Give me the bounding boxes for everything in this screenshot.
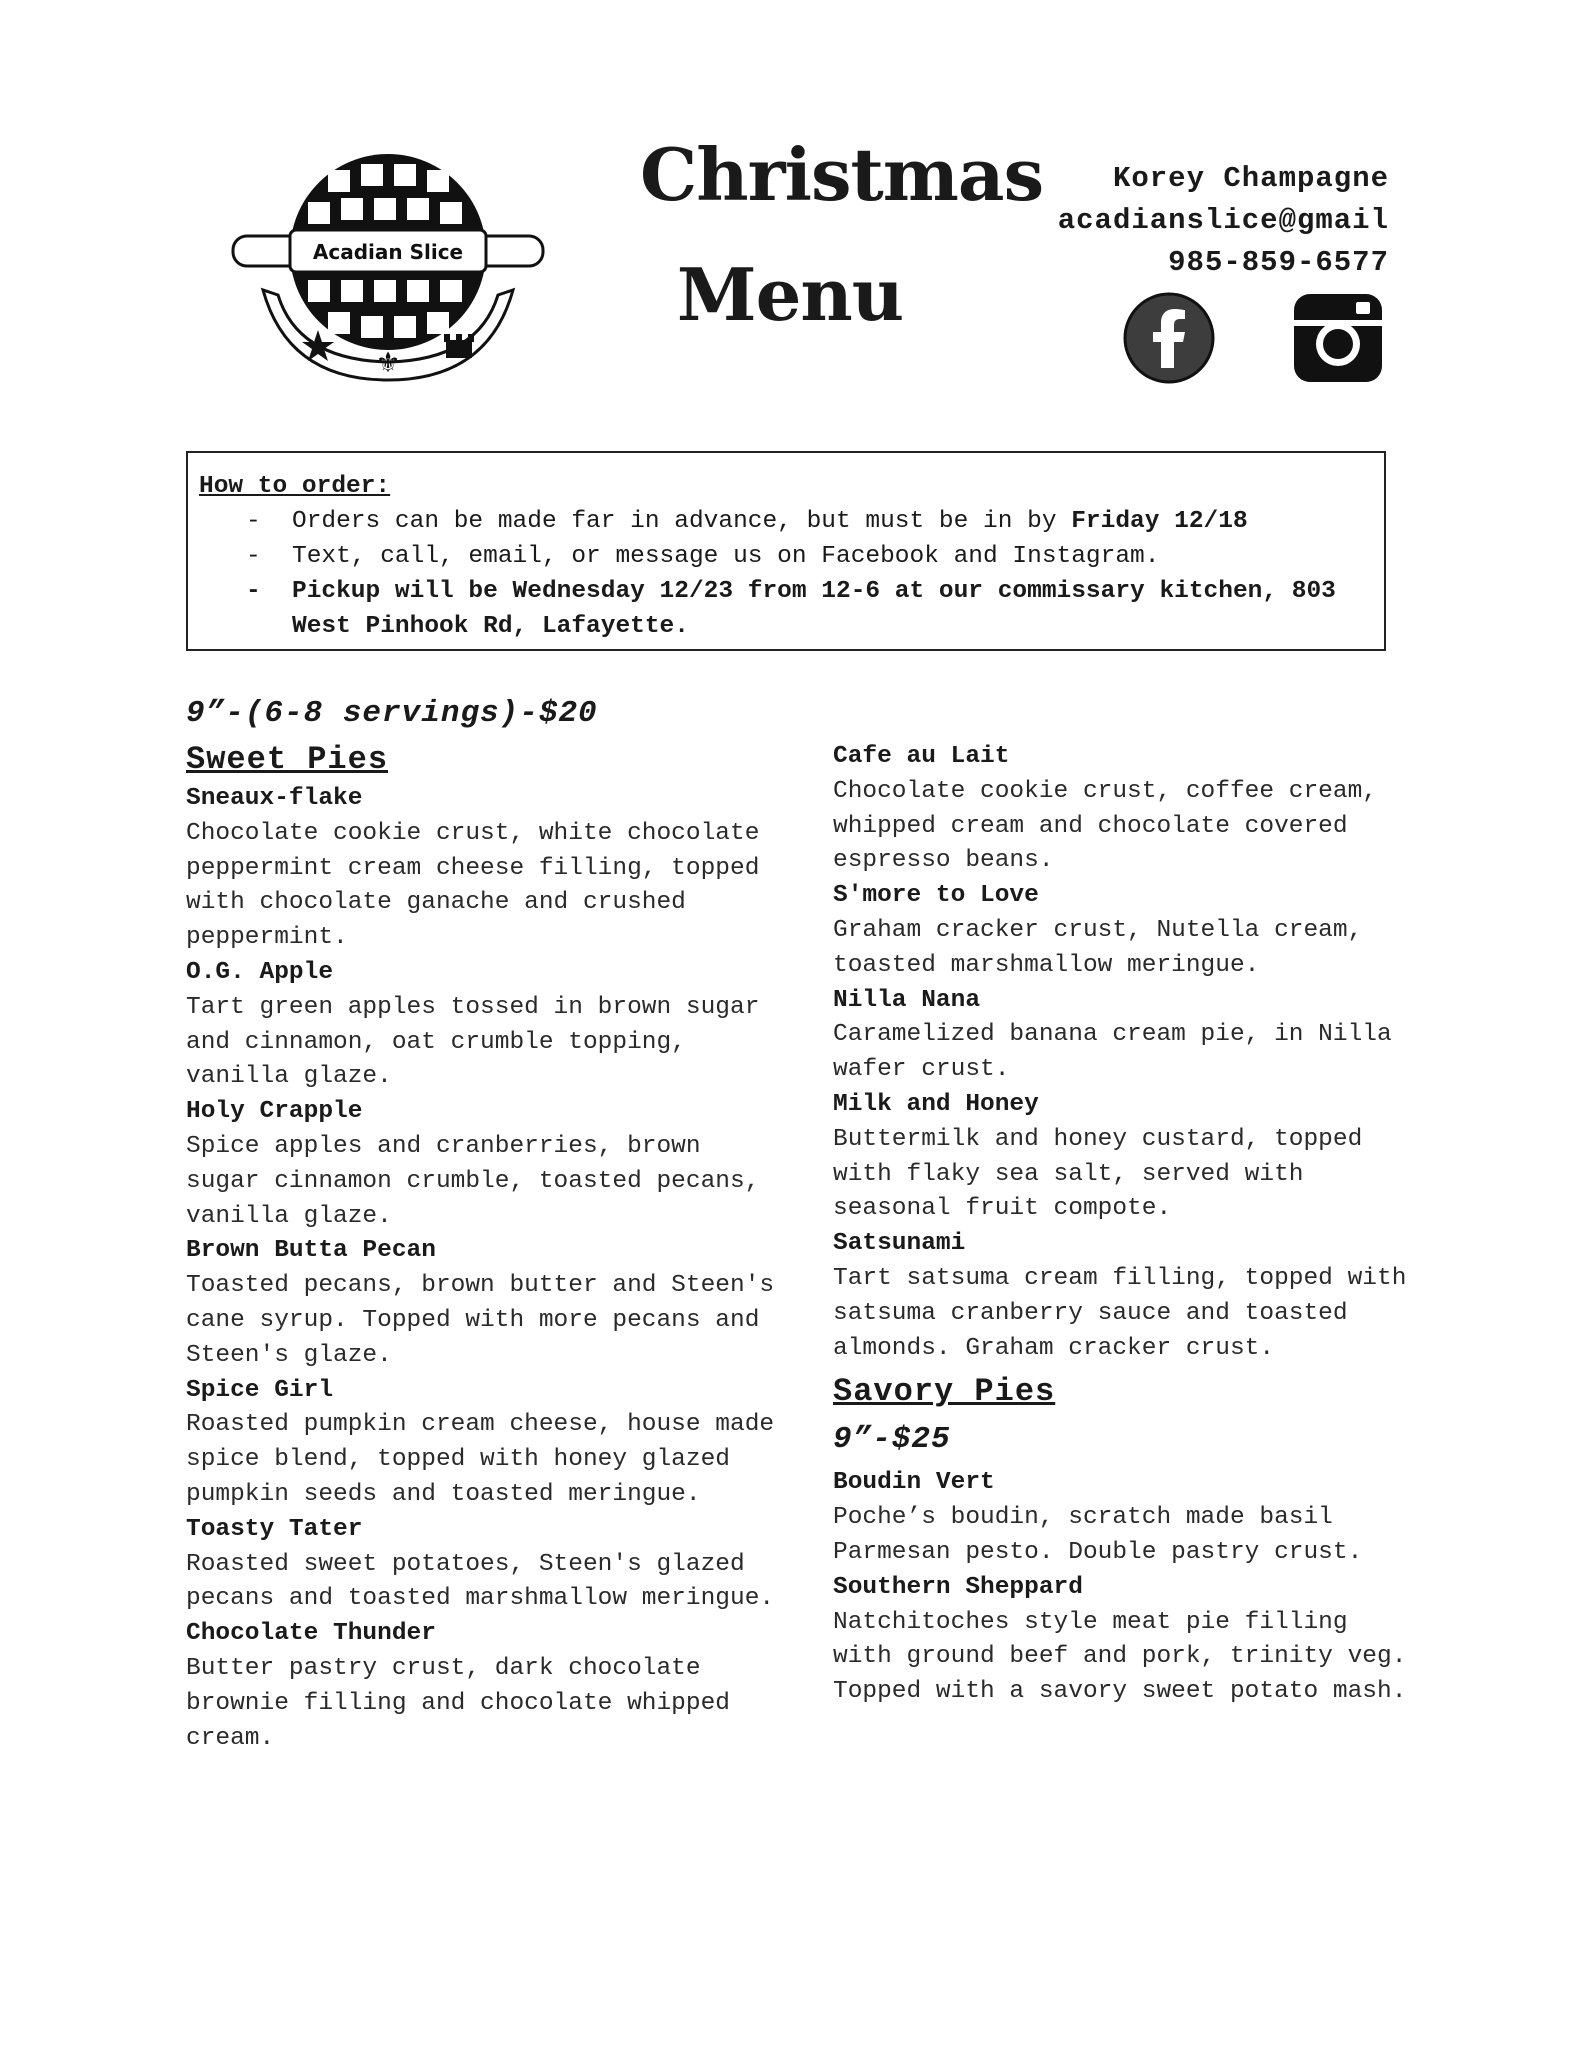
savory-size-price: 9”-$25 — [833, 1422, 951, 1458]
item-name: Boudin Vert — [833, 1469, 995, 1497]
menu-item — [186, 1095, 786, 1234]
item-name: Brown Butta Pecan — [186, 1237, 436, 1265]
sweet-size-price: 9”-(6-8 servings)-$20 — [186, 696, 598, 731]
order-instruction-pickup: - Pickup will be Wednesday 12/23 from 12-6 at our commissary kitchen, 803 West Pinhook Rd, Lafayette. — [199, 574, 1384, 644]
item-name: Cafe au Lait — [833, 743, 1010, 770]
order-instruction-deadline: - Orders can be made far in advance, but must be in by Friday 12/18 — [199, 504, 1384, 539]
castle-icon — [444, 334, 474, 358]
fleur-de-lis-icon: ⚜ — [375, 346, 401, 379]
order-instructions — [199, 504, 1384, 644]
menu-item — [186, 1234, 786, 1373]
menu-item — [833, 1088, 1413, 1227]
item-description: Caramelized banana cream pie, in Nilla wafer crust. — [833, 1021, 1392, 1084]
menu-item — [833, 740, 1413, 879]
item-description: Poche’s boudin, scratch made basil Parmesan pesto. Double pastry crust. — [833, 1504, 1363, 1566]
menu-item — [833, 1466, 1413, 1570]
menu-item — [186, 1374, 786, 1513]
item-description: Roasted sweet potatoes, Steen's glazed pecans and toasted marshmallow meringue. — [186, 1550, 775, 1613]
menu-item — [186, 956, 786, 1095]
contact-name: Korey Champagne — [1112, 162, 1389, 195]
item-description: Graham cracker crust, Nutella cream, toasted marshmallow meringue. — [833, 916, 1363, 979]
menu-title — [640, 115, 1044, 355]
item-name: Toasty Tater — [186, 1515, 363, 1543]
item-name: S'more to Love — [833, 882, 1039, 910]
item-name: Spice Girl — [186, 1376, 334, 1404]
menu-item — [186, 1617, 786, 1756]
item-name: Nilla Nana — [833, 986, 981, 1014]
item-description: Chocolate cookie crust, coffee cream, whipped cream and chocolate covered espresso beans. — [833, 777, 1377, 875]
item-name: Holy Crapple — [186, 1098, 363, 1126]
item-description: Spice apples and cranberries, brown sugar cinnamon crumble, toasted pecans, vanilla glaze. — [186, 1132, 760, 1230]
item-name: O.G. Apple — [186, 958, 334, 986]
contact-block — [1058, 158, 1389, 284]
acadian-slice-logo — [228, 140, 548, 390]
title-line-menu: Menu — [676, 252, 904, 337]
instagram-icon[interactable] — [1290, 290, 1386, 386]
facebook-icon[interactable] — [1121, 290, 1217, 386]
order-heading: How to order: — [199, 473, 391, 500]
title-line-christmas: Christmas — [640, 132, 1044, 217]
menu-item — [833, 984, 1413, 1088]
logo-text: Acadian Slice — [312, 240, 464, 264]
item-description: Chocolate cookie crust, white chocolate peppermint cream cheese filling, topped with chocolate ganache and crushed peppermint. — [186, 819, 760, 952]
menu-right-column — [833, 740, 1413, 1710]
menu-left-column — [186, 694, 786, 1756]
contact-phone: 985-859-6577 — [1168, 246, 1389, 279]
item-name: Southern Sheppard — [833, 1573, 1083, 1601]
item-name: Chocolate Thunder — [186, 1620, 436, 1648]
item-description: Tart satsuma cream filling, topped with satsuma cranberry sauce and toasted almonds. Graham cracker crust. — [833, 1264, 1407, 1362]
menu-item — [833, 879, 1413, 983]
how-to-order-box — [186, 451, 1386, 651]
order-instruction-contact: - Text, call, email, or message us on Facebook and Instagram. — [199, 539, 1384, 574]
menu-item — [833, 1227, 1413, 1366]
item-description: Toasted pecans, brown butter and Steen's cane syrup. Topped with more pecans and Steen's glaze. — [186, 1272, 775, 1369]
item-name: Sneaux-flake — [186, 785, 363, 812]
item-name: Milk and Honey — [833, 1090, 1039, 1118]
item-description: Roasted pumpkin cream cheese, house made spice blend, topped with honey glazed pumpkin seeds and toasted meringue. — [186, 1411, 775, 1508]
menu-item — [186, 782, 786, 956]
menu-item — [833, 1571, 1413, 1710]
savory-pies-heading: Savory Pies — [833, 1373, 1056, 1411]
menu-item — [186, 1513, 786, 1617]
item-description: Butter pastry crust, dark chocolate brownie filling and chocolate whipped cream. — [186, 1654, 730, 1752]
item-description: Natchitoches style meat pie filling with ground beef and pork, trinity veg. Topped with a savory sweet potato mash. — [833, 1608, 1407, 1706]
item-description: Buttermilk and honey custard, topped with flaky sea salt, served with seasonal fruit compote. — [833, 1125, 1363, 1223]
item-description: Tart green apples tossed in brown sugar and cinnamon, oat crumble topping, vanilla glaze. — [186, 993, 760, 1091]
order-deadline: Friday 12/18 — [1071, 508, 1248, 535]
contact-email: acadianslice@gmail — [1057, 204, 1389, 237]
sweet-pies-heading: Sweet Pies — [186, 741, 389, 778]
item-name: Satsunami — [833, 1230, 966, 1258]
